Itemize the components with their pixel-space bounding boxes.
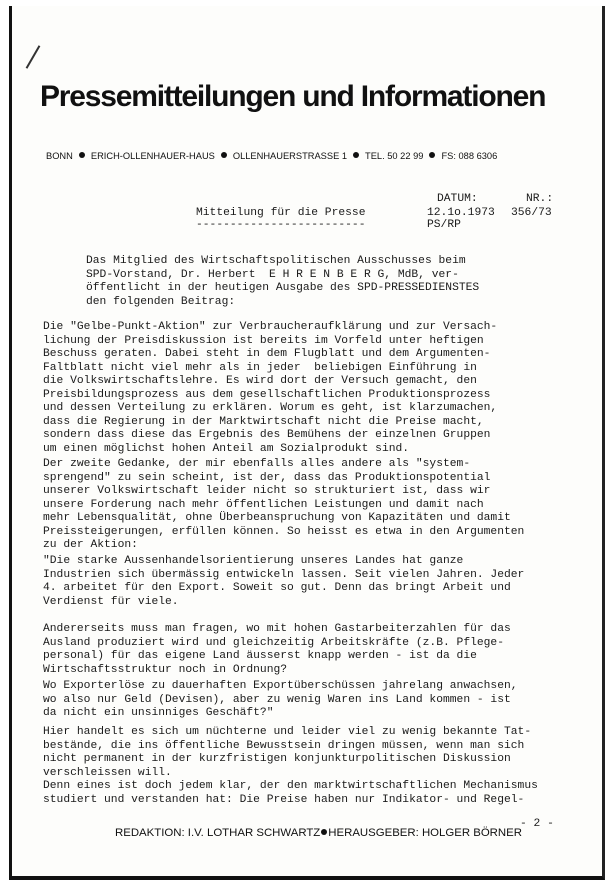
body-paragraph-2: Der zweite Gedanke, der mir ebenfalls alles andere als "system- sprengend" zu sein scheint, ist der, dass das Produktionspotential unserer Volkswirtschaft leider nicht so strukturiert ist, dass wir unsere Forderung nach mehr öffentlichen Leistungen und damit nach mehr Lebensqualität, ohne Überbeanspruchung von Kapazitäten und damit Preissteigerungen, erfüllen können. So heisst es etwa in den Argumenten zu der Aktion: [43, 458, 525, 551]
quote-paragraph-3: Wo Exporterlöse zu dauerhaften Exportüberschüssen jahrelang anwachsen, wo also nur Geld (Devisen), aber zu wenig Waren ins Land kommen - ist da nicht ein unsinniges Geschäft?" [43, 680, 518, 719]
address-city: BONN [46, 151, 73, 161]
number-value: 356/73 [511, 207, 552, 219]
footer-line [115, 827, 522, 839]
bullet-icon [429, 152, 435, 158]
address-line [46, 151, 497, 161]
footer-editor: REDAKTION: I.V. LOTHAR SCHWARTZ [115, 827, 321, 839]
address-house: ERICH-OLLENHAUER-HAUS [90, 151, 215, 161]
page-number: - 2 - [520, 818, 554, 830]
bullet-icon [353, 152, 359, 158]
bullet-icon [221, 152, 227, 158]
initials: PS/RP [427, 219, 461, 231]
intro-paragraph: Das Mitglied des Wirtschaftspolitischen Ausschusses beim SPD-Vorstand, Dr. Herbert E H R E N B E R G, MdB, ver- öffentlicht in der heutigen Ausgabe des SPD-PRESSEDIENSTES den folgenden Beitrag: [86, 255, 480, 308]
body-paragraph-3: Hier handelt es sich um nüchterne und leider viel zu wenig bekannte Tat- bestände, die ins öffentliche Bewusstsein dringen müssen, wenn man sich nicht permanent in der kurzfristigen konjunkturpolitischen Diskussion verschleissen will. Denn eines ist doch jedem klar, der den marktwirtschaftlichen Mechanismus studiert und verstanden hat: Die Preise haben nur Indikator- und Regel- [43, 726, 538, 806]
date-value: 12.1o.1973 [427, 207, 495, 219]
address-tel: TEL. 50 22 99 [365, 151, 424, 161]
notice-title: Mitteilung für die Presse [196, 207, 366, 219]
body-paragraph-1: Die "Gelbe-Punkt-Aktion" zur Verbraucheraufklärung und zur Versach- lichung der Preisdiskussion ist bereits im Vorfeld unter heftigen Beschuss geraten. Dabei steht in dem Flugblatt und dem Argumenten- Faltblatt nicht viel mehr als in jeder beliebigen Einführung in die Volkswirtschaftslehre. Es wird dort der Versuch gemacht, den Preisbildungsprozess aus dem gesellschaftlichen Produktionsprozess und dessen Verteilung zu erklären. Worum es geht, ist klarzumachen, dass die Regierung in der Marktwirtschaft nicht die Preise macht, sondern dass diese das Ergebnis des Bemühens der einzelnen Gruppen um einen möglichst hohen Anteil am Sozialprodukt sind. [43, 321, 498, 455]
bullet-icon [321, 829, 327, 835]
quote-paragraph-1: "Die starke Aussenhandelsorientierung unseres Landes hat ganze Industrien sich übermässig entwickeln lassen. Seit vielen Jahren. Jeder 4. arbeitet für den Export. Soweit so gut. Denn das bringt Arbeit und Verdienst für viele. [43, 555, 525, 608]
notice-underline: ------------------------- [196, 219, 366, 231]
quote-paragraph-2: Andererseits muss man fragen, wo mit hohen Gastarbeiterzahlen für das Ausland produziert wird und gleichzeitig Arbeitskräfte (z.B. Pflege- personal) für das eigene Land äusserst knapp werden - ist da die Wirtschaftsstruktur noch in Ordnung? [43, 623, 511, 676]
number-label: NR.: [526, 193, 554, 205]
date-label: DATUM: [437, 193, 478, 205]
bullet-icon [79, 152, 85, 158]
address-street: OLLENHAUERSTRASSE 1 [232, 151, 348, 161]
footer-publisher: HERAUSGEBER: HOLGER BÖRNER [328, 827, 522, 839]
address-fs: FS: 088 6306 [441, 151, 498, 161]
masthead-title: Pressemitteilungen und Informationen [40, 80, 546, 113]
